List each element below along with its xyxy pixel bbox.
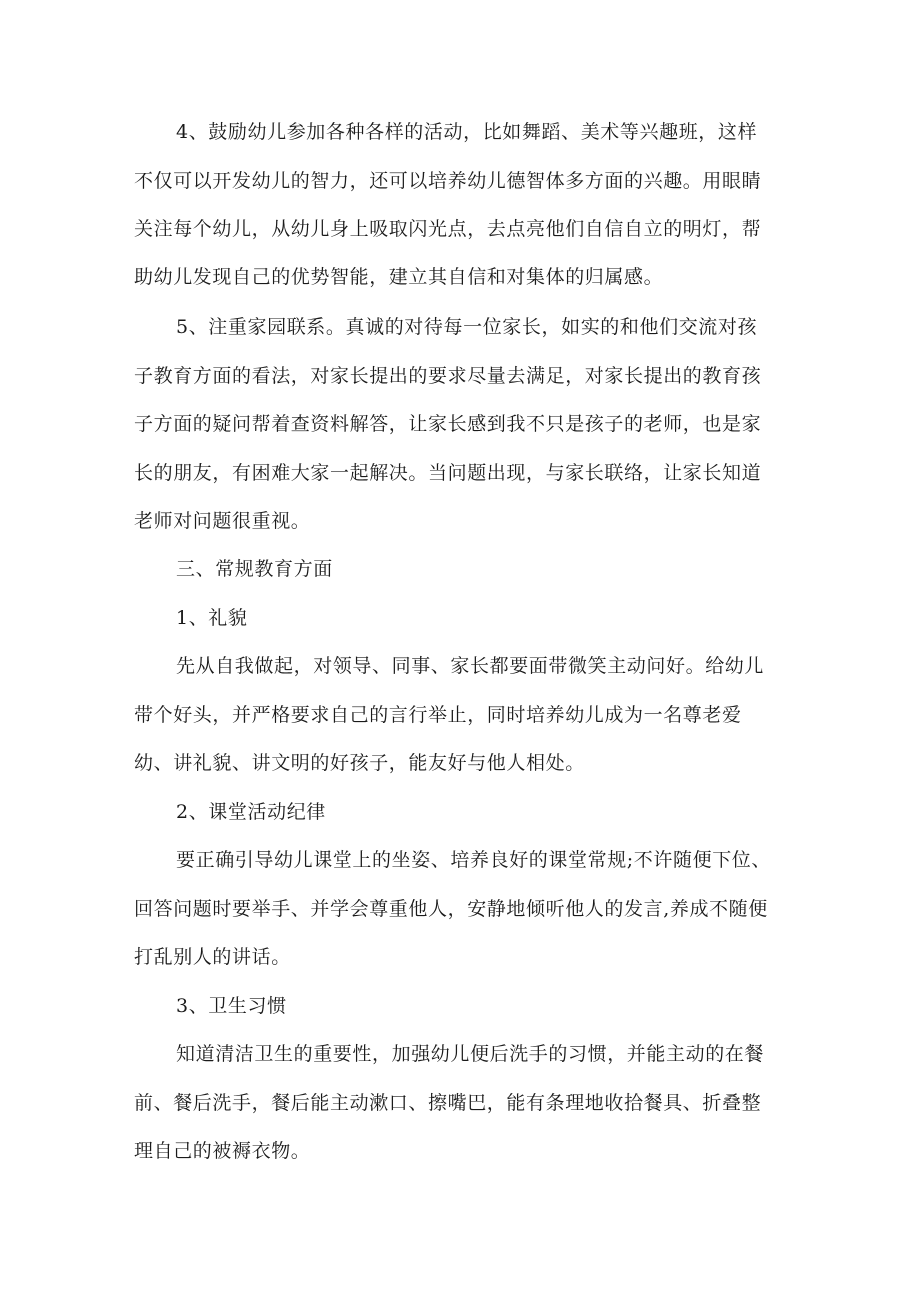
text-line: 要正确引导幼儿课堂上的坐姿、培养良好的课堂常规;不许随便下位、 — [176, 849, 772, 871]
text-line: 4、鼓励幼儿参加各种各样的活动，比如舞蹈、美术等兴趣班，这样 — [176, 121, 758, 143]
text-line: 不仅可以开发幼儿的智力，还可以培养幼儿德智体多方面的兴趣。用眼睛 — [134, 170, 762, 192]
text-line: 老师对问题很重视。 — [134, 510, 311, 532]
text-line: 幼、讲礼貌、讲文明的好孩子，能友好与他人相处。 — [134, 752, 585, 774]
text-line: 5、注重家园联系。真诚的对待每一位家长，如实的和他们交流对孩 — [176, 316, 758, 338]
subsection-heading: 1、礼貌 — [176, 607, 248, 629]
text-line: 前、餐后洗手，餐后能主动漱口、擦嘴巴，能有条理地收拾餐具、折叠整 — [134, 1092, 762, 1114]
text-line: 知道清洁卫生的重要性，加强幼儿便后洗手的习惯，并能主动的在餐 — [176, 1043, 765, 1065]
text-line: 先从自我做起，对领导、同事、家长都要面带微笑主动问好。给幼儿 — [176, 655, 765, 677]
text-line: 关注每个幼儿，从幼儿身上吸取闪光点，去点亮他们自信自立的明灯，帮 — [134, 218, 762, 240]
text-line: 长的朋友，有困难大家一起解决。当问题出现，与家长联络，让家长知道 — [134, 462, 762, 484]
text-line: 回答问题时要举手、并学会尊重他人，安静地倾听他人的发言,养成不随便 — [134, 898, 768, 920]
text-line: 助幼儿发现自己的优势智能，建立其自信和对集体的归属感。 — [134, 266, 664, 288]
text-line: 子教育方面的看法，对家长提出的要求尽量去满足，对家长提出的教育孩 — [134, 365, 762, 387]
text-line: 带个好头，并严格要求自己的言行举止，同时培养幼儿成为一名尊老爱 — [134, 704, 742, 726]
text-line: 子方面的疑问帮着查资料解答，让家长感到我不只是孩子的老师，也是家 — [134, 413, 762, 435]
section-heading: 三、常规教育方面 — [176, 558, 333, 580]
text-line: 打乱别人的讲话。 — [134, 946, 291, 968]
subsection-heading: 3、卫生习惯 — [176, 995, 287, 1017]
subsection-heading: 2、课堂活动纪律 — [176, 801, 326, 823]
text-line: 理自己的被褥衣物。 — [134, 1140, 311, 1162]
